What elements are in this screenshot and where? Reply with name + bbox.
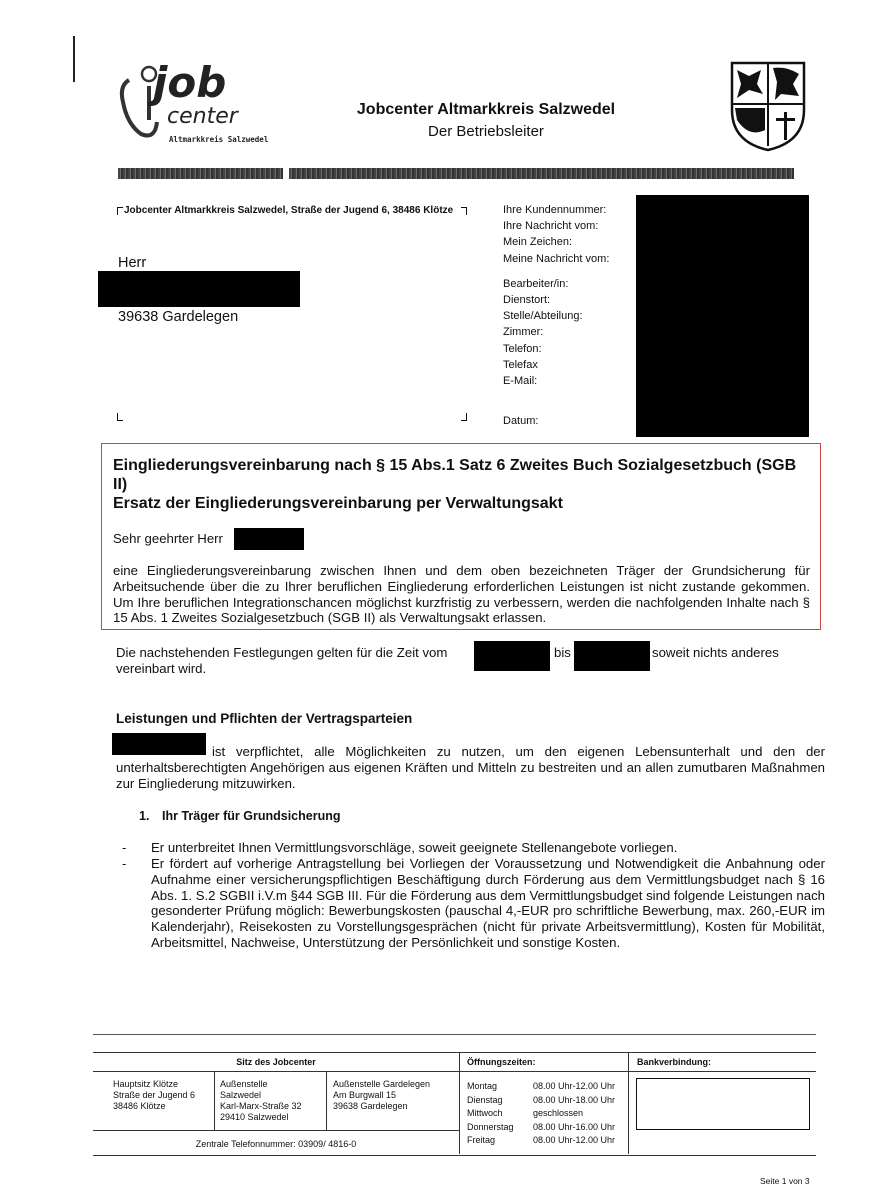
footer-hours-row bbox=[467, 1134, 627, 1148]
footer-location-line: 29410 Salzwedel bbox=[220, 1112, 289, 1122]
redacted-greeting-name bbox=[234, 528, 304, 550]
recipient-city: 39638 Gardelegen bbox=[118, 309, 239, 325]
footer-bank-box bbox=[636, 1078, 810, 1130]
info-block bbox=[503, 202, 633, 389]
window-corner-top-right bbox=[461, 207, 467, 215]
footer-location-line: Außenstelle Gardelegen bbox=[333, 1079, 431, 1089]
box-heading-1: Eingliederungsvereinbarung nach § 15 Abs.1 Satz 6 Zweites Buch Sozialgesetzbuch (SGB II) bbox=[113, 457, 797, 493]
coat-of-arms-icon bbox=[729, 60, 807, 152]
obligation-paragraph bbox=[116, 744, 825, 791]
footer-location-3 bbox=[333, 1079, 430, 1112]
footer-col-sep bbox=[459, 1053, 460, 1154]
footer-location-line: 38486 Klötze bbox=[113, 1101, 166, 1111]
date-label: Datum: bbox=[503, 415, 539, 427]
hours-time: 08.00 Uhr-12.00 Uhr bbox=[533, 1135, 616, 1145]
info-label: E-Mail: bbox=[503, 375, 538, 388]
redacted-start-date bbox=[474, 641, 550, 671]
header-bar-right bbox=[289, 168, 794, 179]
footer-location-1 bbox=[113, 1079, 195, 1112]
list-item: Er unterbreitet Ihnen Vermittlungsvorschläge, soweit geeignete Stellenangebote vorliegen. bbox=[151, 840, 678, 855]
window-corner-bottom-right bbox=[461, 413, 467, 421]
info-label: Meine Nachricht vom: bbox=[503, 252, 610, 265]
scan-mark bbox=[73, 36, 75, 82]
page-subtitle: Der Betriebsleiter bbox=[428, 123, 544, 140]
footer-location-line: Am Burgwall 15 bbox=[333, 1090, 397, 1100]
info-label: Bearbeiter/in: bbox=[503, 277, 569, 290]
info-label: Zimmer: bbox=[503, 326, 544, 339]
hours-time: 08.00 Uhr-18.00 Uhr bbox=[533, 1094, 616, 1105]
footer-location-line: Salzwedel bbox=[220, 1090, 262, 1100]
hours-day: Freitag bbox=[467, 1135, 496, 1145]
subsection-number: 1. bbox=[139, 809, 150, 823]
hours-time: 08.00 Uhr-16.00 Uhr bbox=[533, 1121, 616, 1132]
info-label: Ihre Kundennummer: bbox=[503, 204, 607, 216]
hours-day: Mittwoch bbox=[467, 1108, 503, 1118]
info-label: Telefax bbox=[503, 358, 538, 371]
hours-time: 08.00 Uhr-12.00 Uhr bbox=[533, 1081, 616, 1091]
info-label: Mein Zeichen: bbox=[503, 236, 573, 249]
jobcenter-logo bbox=[113, 58, 283, 152]
footer-location-line: Hauptsitz Klötze bbox=[113, 1079, 179, 1089]
info-label: Dienstort: bbox=[503, 294, 551, 307]
redacted-info-values bbox=[636, 195, 809, 437]
page-title: Jobcenter Altmarkkreis Salzwedel bbox=[356, 101, 616, 118]
footer-hours-row bbox=[467, 1094, 627, 1108]
recipient-salutation: Herr bbox=[118, 255, 147, 271]
dash-2: - bbox=[122, 856, 127, 871]
box-heading-2: Ersatz der Eingliederungsvereinbarung per Verwaltungsakt bbox=[113, 495, 563, 512]
decision-box bbox=[101, 443, 821, 630]
obligation-text: ist verpflichtet, alle Möglichkeiten zu nutzen, um den eigenen Lebensunterhalt und den der unterhaltsberechtigten Angehörigen aus eigenen Kräften und Mitteln zu bestreiten und an allen zumutbaren Maßnahmen zur Eingliederung mitzuwirken. bbox=[116, 744, 825, 791]
window-corner-top-left bbox=[117, 207, 123, 215]
footer-row-sep bbox=[93, 1071, 816, 1072]
list-item: Er fördert auf vorherige Antragstellung bei Vorliegen der Voraussetzung und Notwendigkeit die Anbahnung oder Aufnahme einer versicherungspflichtigen Beschäftigung durch Förderung aus dem Vermittlungsbudget nach § 16 Abs. 1. S.2 SGBII i.V.m §44 SGB III. Für die Förderung aus dem Vermittlungsbudget sind folgende Leistungen nach gesonderter Prüfung möglich: Bewerbungskosten (pauschal 4,-EUR pro schriftliche Bewerbung, max. 260,-EUR im Kalenderjahr), Reisekosten zu Vorstellungsgesprächen (nicht für private Arbeitsvermittlung), Kosten für Mobilität, Arbeitsmittel, Nachweise, Unterstützung der Persönlichkeit und sonstige Kosten. bbox=[151, 856, 825, 950]
footer-location-2 bbox=[220, 1079, 302, 1123]
footer-col-sep bbox=[628, 1053, 629, 1154]
footer-hours-row bbox=[467, 1121, 627, 1135]
footer-row-sep bbox=[93, 1130, 459, 1131]
footer-location-line: Außenstelle bbox=[220, 1079, 268, 1089]
window-corner-bottom-left bbox=[117, 413, 123, 421]
section-heading: Leistungen und Pflichten der Vertragsparteien bbox=[116, 711, 413, 726]
info-label-spacer bbox=[503, 267, 633, 276]
footer-rule-top bbox=[93, 1034, 816, 1035]
hours-time: geschlossen bbox=[533, 1108, 584, 1118]
footer-sitz-header: Sitz des Jobcenter bbox=[236, 1057, 316, 1067]
box-greeting: Sehr geehrter Herr bbox=[113, 531, 223, 546]
footer-loc-sep bbox=[214, 1072, 215, 1130]
footer-phone: Zentrale Telefonnummer: 03909/ 4816-0 bbox=[195, 1139, 357, 1149]
footer-hours-row bbox=[467, 1107, 627, 1121]
footer-bank-header: Bankverbindung: bbox=[637, 1057, 712, 1067]
info-label: Telefon: bbox=[503, 342, 542, 355]
logo-word-center: center bbox=[167, 104, 238, 129]
dash-1: - bbox=[122, 840, 127, 855]
info-label: Ihre Nachricht vom: bbox=[503, 220, 599, 233]
hours-day: Montag bbox=[467, 1081, 498, 1091]
redacted-end-date bbox=[574, 641, 650, 671]
period-text-1: Die nachstehenden Festlegungen gelten für die Zeit vom bbox=[116, 645, 448, 660]
footer-location-line: 39638 Gardelegen bbox=[333, 1101, 408, 1111]
subsection-heading: Ihr Träger für Grundsicherung bbox=[162, 809, 341, 823]
redacted-recipient-name bbox=[98, 271, 300, 307]
header-bar-left bbox=[118, 168, 283, 179]
footer-table bbox=[93, 1052, 816, 1156]
footer-location-line: Karl-Marx-Straße 32 bbox=[220, 1101, 302, 1111]
box-paragraph: eine Eingliederungsvereinbarung zwischen Ihnen und dem oben bezeichneten Träger der Grundsicherung für Arbeitsuchende über die zu Ihrer beruflichen Eingliederung erforderlichen Leistungen ist nicht zustande gekommen. Um Ihre beruflichen Integrationschancen möglichst kurzfristig zu verbessern, werden die nachfolgenden Inhalte nach § 15 Abs. 1 Zweites Sozialgesetzbuch (SGB II) als Verwaltungsakt erlassen. bbox=[113, 563, 810, 626]
footer-hours-header: Öffnungszeiten: bbox=[467, 1057, 536, 1067]
logo-subtitle: Altmarkkreis Salzwedel bbox=[169, 135, 269, 144]
footer-hours-row bbox=[467, 1080, 627, 1094]
page-number: Seite 1 von 3 bbox=[760, 1176, 810, 1186]
logo-word-job: job bbox=[153, 58, 227, 107]
period-text-4: vereinbart wird. bbox=[116, 661, 207, 676]
footer-location-line: Straße der Jugend 6 bbox=[113, 1090, 196, 1100]
info-label: Stelle/Abteilung: bbox=[503, 310, 583, 323]
hours-day: Dienstag bbox=[467, 1094, 503, 1105]
coat-of-arms bbox=[729, 60, 807, 152]
period-text-2: bis bbox=[554, 645, 571, 660]
footer-hours bbox=[467, 1080, 627, 1148]
period-text-3: soweit nichts anderes bbox=[652, 645, 779, 660]
sender-line: Jobcenter Altmarkkreis Salzwedel, Straße der Jugend 6, 38486 Klötze bbox=[124, 205, 454, 216]
hours-day: Donnerstag bbox=[467, 1121, 514, 1132]
footer-loc-sep bbox=[326, 1072, 327, 1130]
